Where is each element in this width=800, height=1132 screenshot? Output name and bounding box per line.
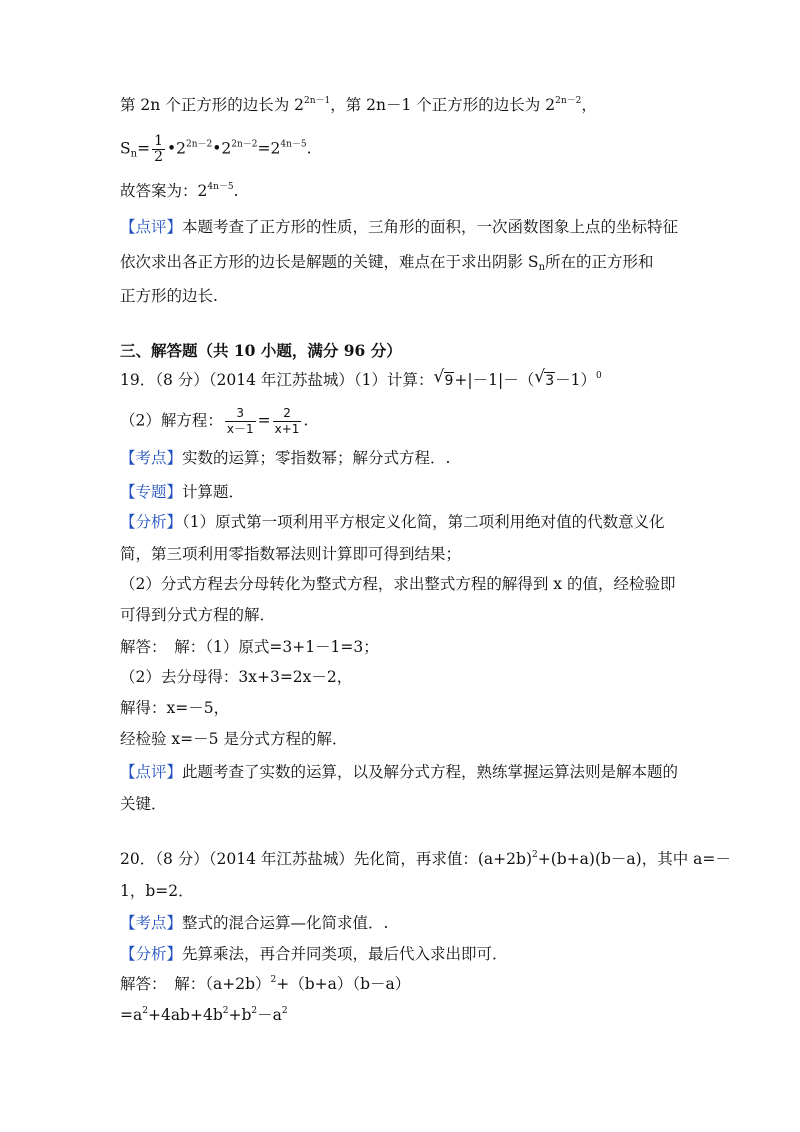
q19-fenxi-4: 可得到分式方程的解． — [120, 606, 276, 624]
question-19-part1 — [120, 369, 602, 392]
exponent: 2n－2 — [186, 139, 213, 150]
q19-fenxi-3: （2）分式方程去分母转化为整式方程，求出整式方程的解得到 x 的值，经检验即 — [120, 575, 676, 593]
text: +（b+a）（b－a） — [276, 975, 411, 993]
text: = — [137, 139, 151, 158]
exponent: 0 — [596, 371, 602, 381]
text: . — [306, 139, 312, 158]
text: +(b+a)(b－a)，其中 a=－ — [537, 850, 731, 868]
text: •2 — [212, 139, 232, 158]
text: 第 2n 个正方形的边长为 2 — [120, 96, 304, 114]
fraction-right — [273, 406, 302, 437]
line-comment-3 — [120, 285, 218, 307]
text: . — [303, 411, 309, 430]
q19-dianping-1 — [120, 761, 678, 783]
line-sn-formula — [120, 134, 312, 165]
line-comment-2 — [120, 251, 654, 273]
section-heading: 三、解答题（共 10 小题，满分 96 分） — [120, 341, 402, 360]
text: +|－1|－（ — [454, 371, 535, 389]
text: 整式的混合运算—化简求值．. — [182, 914, 389, 932]
text: 所在的正方形和 — [545, 253, 654, 271]
exponent: 2 — [142, 1006, 148, 1016]
denominator: x－1 — [226, 422, 254, 436]
kaodian-tag: 【考点】 — [120, 914, 183, 932]
q19-answer-3: 解得：x=－5， — [120, 699, 230, 717]
exponent: 2n－2 — [231, 139, 258, 150]
q19-answer-4: 经检验 x=－5 是分式方程的解． — [120, 730, 348, 748]
text: 正方形的边长. — [120, 287, 218, 305]
numerator: 1 — [154, 133, 163, 149]
text: 计算题． — [182, 483, 245, 501]
text: －1） — [555, 371, 597, 389]
sqrt-9: √ 9 — [433, 367, 454, 389]
comment-tag: 【点评】 — [120, 218, 183, 236]
exponent: 4n－5 — [207, 182, 234, 192]
text: （1）原式第一项利用平方根定义化简，第二项利用绝对值的代数意义化 — [182, 513, 665, 531]
radicand: 9 — [444, 373, 454, 389]
text: +b — [228, 1006, 252, 1024]
text: 依次求出各正方形的边长是解题的关键，难点在于求出阴影 S — [120, 253, 539, 271]
text: 20．（8 分）（2014 年江苏盐城）先化简，再求值：(a+2b) — [120, 850, 532, 868]
text: =a — [120, 1006, 143, 1024]
question-19-part2 — [120, 406, 308, 437]
exponent: 4n－5 — [280, 139, 307, 150]
exponent: 2n－1 — [304, 96, 331, 106]
text: 先算乘法，再合并同类项，最后代入求出即可． — [182, 945, 508, 963]
subscript: n — [538, 262, 546, 273]
question-20 — [120, 848, 731, 870]
text: ， — [581, 96, 597, 114]
text: 故答案为：2 — [120, 182, 208, 200]
text: S — [120, 139, 131, 158]
text: = — [257, 411, 271, 430]
sqrt-3: √ 3 — [534, 367, 555, 389]
kaodian-tag: 【考点】 — [120, 449, 183, 467]
text: 解答： 解：（a+2b） — [120, 975, 271, 993]
q19-zhuanti — [120, 481, 244, 503]
exponent: 2n－2 — [555, 96, 582, 106]
radicand: 3 — [545, 373, 555, 389]
line-comment-1 — [120, 216, 678, 238]
numerator: 3 — [225, 406, 256, 422]
fraction-half — [152, 134, 165, 165]
text: 本题考查了正方形的性质，三角形的面积，一次函数图象上点的坐标特征 — [182, 218, 679, 236]
text: •2 — [167, 139, 187, 158]
text: =2 — [257, 139, 281, 158]
q19-fenxi-2: 简，第三项利用零指数幂法则计算即可得到结果； — [120, 545, 462, 563]
question-20-line2: 1，b=2． — [120, 882, 194, 900]
q19-answer-1: 解答： 解：（1）原式=3+1－1=3； — [120, 638, 379, 656]
line-answer — [120, 180, 239, 202]
q20-answer-1 — [120, 973, 410, 995]
text: ，第 2n－1 个正方形的边长为 2 — [330, 96, 556, 114]
text: 实数的运算；零指数幂；解分式方程．. — [182, 449, 451, 467]
q20-kaodian — [120, 912, 388, 934]
q19-fenxi-1 — [120, 511, 665, 533]
q19-dianping-2: 关键． — [120, 795, 167, 813]
text: －a — [257, 1006, 282, 1024]
text: 此题考查了实数的运算，以及解分式方程，熟练掌握运算法则是解本题的 — [182, 763, 679, 781]
subscript: n — [130, 148, 138, 160]
exponent: 2 — [532, 850, 538, 860]
fraction-left — [225, 406, 256, 437]
q20-answer-2 — [120, 1004, 288, 1026]
fenxi-tag: 【分析】 — [120, 513, 183, 531]
numerator: 2 — [273, 406, 302, 422]
exponent: 2 — [281, 1006, 288, 1016]
q19-answer-2: （2）去分母得：3x+3=2x－2， — [120, 668, 353, 686]
zhuanti-tag: 【专题】 — [120, 483, 183, 501]
line-square-sides — [120, 94, 597, 116]
denominator: 2 — [154, 149, 163, 165]
exponent: 2 — [251, 1006, 258, 1016]
fenxi-tag: 【分析】 — [120, 945, 183, 963]
denominator: x+1 — [274, 422, 300, 436]
dianping-tag: 【点评】 — [120, 763, 183, 781]
q20-fenxi — [120, 943, 508, 965]
text: +4ab+4b — [147, 1006, 223, 1024]
text: 19．（8 分）（2014 年江苏盐城）（1）计算： — [120, 371, 434, 389]
exponent: 2 — [270, 975, 277, 985]
text: . — [233, 182, 239, 200]
text: （2）解方程： — [120, 411, 223, 430]
exponent: 2 — [222, 1006, 229, 1016]
q19-kaodian — [120, 447, 450, 469]
